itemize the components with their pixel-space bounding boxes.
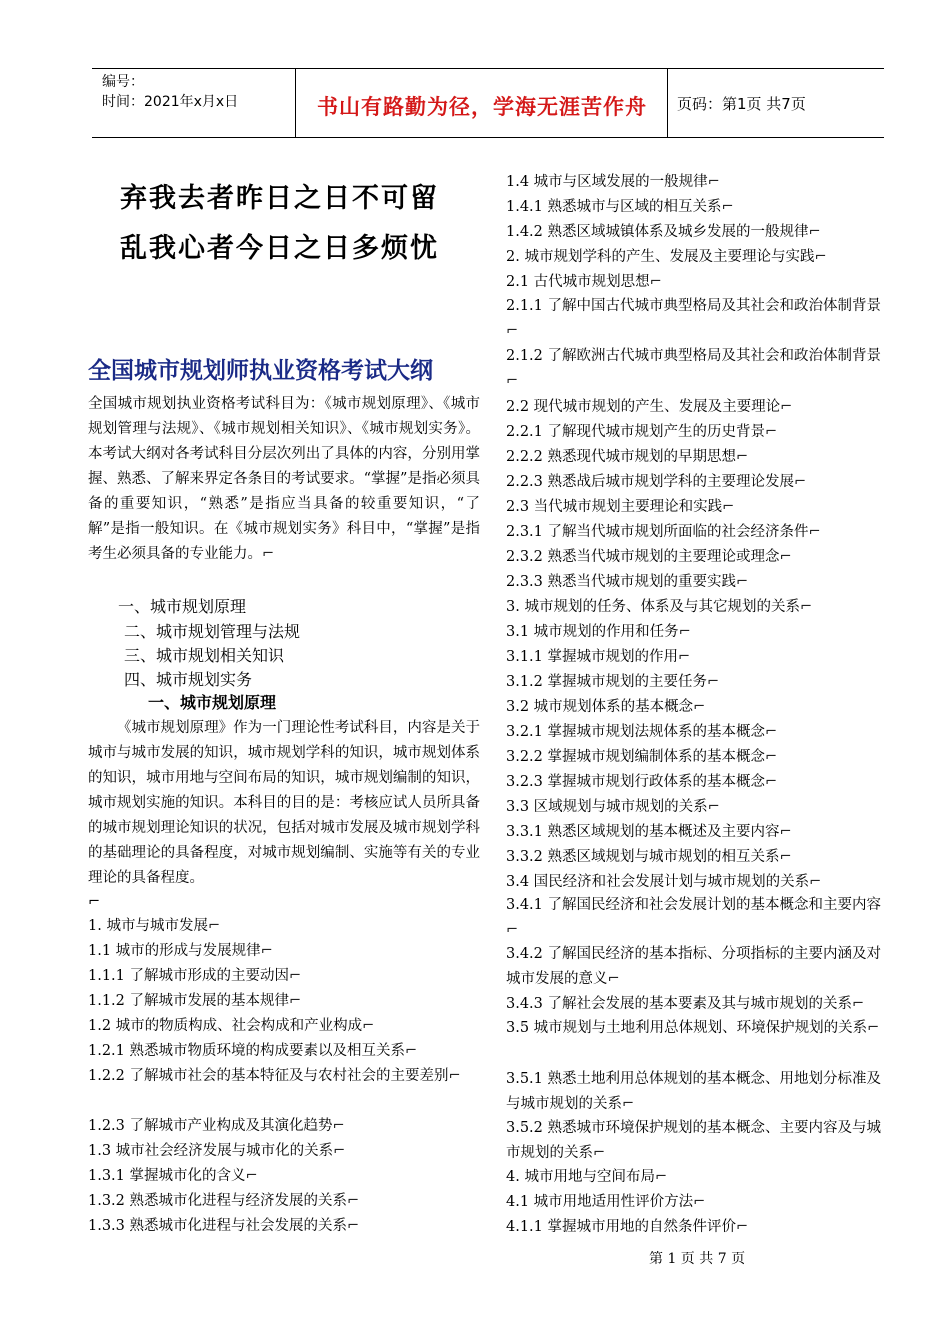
outline-item-text: 1.3.2 熟悉城市化进程与经济发展的关系 xyxy=(88,1193,348,1209)
subject-4: 四、城市规划实务 xyxy=(124,670,253,689)
header-page-cell xyxy=(667,69,884,137)
paragraph-mark: ⌐ xyxy=(506,922,519,938)
paragraph-mark: ⌐ xyxy=(794,474,807,490)
paragraph-mark: ⌐ xyxy=(506,373,519,389)
motto: 书山有路勤为径，学海无涯苦作舟 xyxy=(317,95,647,119)
outline-item xyxy=(506,620,691,645)
outline-item-text: 3.5.2 熟悉城市环境保护规划的基本概念、主要内容及与城市规划的关系 xyxy=(506,1120,882,1161)
paragraph-mark: ⌐ xyxy=(593,1145,606,1161)
paragraph-mark: ⌐ xyxy=(852,996,865,1012)
outline-item-text: 3. 城市规划的任务、体系及与其它规划的关系 xyxy=(506,599,800,615)
outline-item-text: 1. 城市与城市发展 xyxy=(88,918,208,934)
outline-item xyxy=(88,964,301,989)
outline-item xyxy=(88,1139,345,1164)
outline-item xyxy=(506,670,719,695)
paragraph-mark: ⌐ xyxy=(799,599,813,615)
outline-item-text: 3.4 国民经济和社会发展计划与城市规划的关系 xyxy=(506,874,810,890)
principle-text: 《城市规划原理》作为一门理论性考试科目，内容是关于城市与城市发展的知识，城市规划学科的知识，城市规划体系的知识，城市用地与空间布局的知识，城市规划编制的知识，城市规划实施的知识。本科目的目的是：考核应试人员所具备的城市规划理论知识的状况，包括对城市发展及城市规划学科的基础理论的具备程度，对城市规划编制、实施等有关的专业理论的具备程度。 xyxy=(88,720,480,886)
paragraph-mark: ⌐ xyxy=(707,799,720,815)
outline-item xyxy=(88,914,220,939)
paragraph-mark: ⌐ xyxy=(649,274,662,290)
outline-item xyxy=(506,270,662,295)
outline-item xyxy=(506,294,890,344)
paragraph-mark: ⌐ xyxy=(779,549,792,565)
outline-item xyxy=(88,1214,359,1239)
paragraph-mark: ⌐ xyxy=(765,424,778,440)
subject-2: 二、城市规划管理与法规 xyxy=(124,622,301,641)
outline-item xyxy=(506,992,864,1017)
outline-item-text: 2.2.2 熟悉现代城市规划的早期思想 xyxy=(506,449,737,465)
outline-item-text: 2.2.3 熟悉战后城市规划学科的主要理论发展 xyxy=(506,474,795,490)
paragraph-mark: ⌐ xyxy=(808,224,821,240)
poem-line-1: 弃我去者昨日之日不可留 xyxy=(120,183,439,214)
outline-item xyxy=(506,845,792,870)
outline-item-text: 4.1.1 掌握城市用地的自然条件评价 xyxy=(506,1219,737,1235)
outline-item-text: 3.4.2 了解国民经济的基本指标、分项指标的主要内涵及对城市发展的意义 xyxy=(506,946,882,987)
outline-item xyxy=(88,989,301,1014)
paragraph-mark: ⌐ xyxy=(814,249,827,265)
outline-item xyxy=(506,1116,890,1166)
outline-item xyxy=(506,570,748,595)
paragraph-mark: ⌐ xyxy=(779,849,792,865)
outline-item-text: 2.1 古代城市规划思想 xyxy=(506,274,650,290)
outline-item-text: 4. 城市用地与空间布局 xyxy=(506,1169,655,1185)
paragraph-mark: ⌐ xyxy=(88,894,101,910)
outline-item xyxy=(506,942,890,992)
outline-item-text: 2.3.2 熟悉当代城市规划的主要理论或理念 xyxy=(506,549,780,565)
outline-item xyxy=(506,645,690,670)
outline-item xyxy=(506,445,748,470)
outline-item xyxy=(88,1039,417,1064)
paragraph-mark: ⌐ xyxy=(622,1096,635,1112)
outline-item-text: 1.1 城市的形成与发展规律 xyxy=(88,943,261,959)
header-motto-cell xyxy=(295,69,668,137)
outline-item xyxy=(506,1165,667,1190)
paragraph-mark: ⌐ xyxy=(765,749,778,765)
paragraph-mark: ⌐ xyxy=(779,824,792,840)
outline-item-text: 1.2.3 了解城市产业构成及其演化趋势 xyxy=(88,1118,333,1134)
paragraph-mark: ⌐ xyxy=(736,1219,749,1235)
outline-item-text: 2.3 当代城市规划主要理论和实践 xyxy=(506,499,723,515)
outline-item-text: 3.5.1 熟悉土地利用总体规划的基本概念、用地划分标准及与城市规划的关系 xyxy=(506,1071,882,1112)
outline-item xyxy=(88,939,273,964)
outline-item-text: 1.3.1 掌握城市化的含义 xyxy=(88,1168,246,1184)
paragraph-mark: ⌐ xyxy=(693,699,706,715)
paragraph-mark: ⌐ xyxy=(765,774,778,790)
paragraph-mark: ⌐ xyxy=(678,649,691,665)
outline-item xyxy=(506,1067,890,1117)
header-meta-cell xyxy=(92,69,296,137)
outline-item xyxy=(506,245,827,270)
outline-item-text: 1.2.2 了解城市社会的基本特征及与农村社会的主要差别 xyxy=(88,1068,449,1084)
outline-item-text: 3.1.1 掌握城市规划的作用 xyxy=(506,649,679,665)
outline-item-text: 3.5 城市规划与土地利用总体规划、环境保护规划的关系 xyxy=(506,1020,868,1036)
outline-item xyxy=(506,420,777,445)
outline-item xyxy=(506,344,890,394)
paragraph-mark: ⌐ xyxy=(362,1018,375,1034)
paragraph-mark: ⌐ xyxy=(333,1143,346,1159)
paragraph-mark: ⌐ xyxy=(707,174,720,190)
intro-paragraph xyxy=(88,392,480,567)
paragraph-mark: ⌐ xyxy=(867,1020,880,1036)
outline-item xyxy=(88,1164,258,1189)
outline-item xyxy=(506,395,792,420)
paragraph-mark: ⌐ xyxy=(722,499,735,515)
paragraph-mark: ⌐ xyxy=(289,993,302,1009)
paragraph-mark: ⌐ xyxy=(262,546,275,562)
outline-item-text: 4.1 城市用地适用性评价方法 xyxy=(506,1194,694,1210)
outline-item xyxy=(506,870,821,895)
paragraph-mark: ⌐ xyxy=(207,918,221,934)
outline-item xyxy=(506,545,792,570)
paragraph-mark: ⌐ xyxy=(347,1218,360,1234)
outline-item-text: 2.1.2 了解欧洲古代城市典型格局及其社会和政治体制背景 xyxy=(506,348,882,364)
document-title: 全国城市规划师执业资格考试大纲 xyxy=(88,358,433,384)
outline-item xyxy=(506,470,806,495)
paragraph-mark: ⌐ xyxy=(721,199,734,215)
intro-text: 全国城市规划执业资格考试科目为：《城市规划原理》、《城市规划管理与法规》、《城市规划相关知识》、《城市规划实务》。本考试大纲对各考试科目分层次列出了具体的内容，分别用掌握、熟悉、了解来界定各条目的考试要求。“掌握”是指必须具备的重要知识，“熟悉”是指应当具备的较重要知识，“了解”是指一般知识。在《城市规划实务》科目中，“掌握”是指考生必须具备的专业能力。 xyxy=(88,396,480,562)
paragraph-mark: ⌐ xyxy=(736,574,749,590)
paragraph-mark: ⌐ xyxy=(678,624,691,640)
outline-item xyxy=(506,695,705,720)
outline-item xyxy=(88,1189,359,1214)
paragraph-mark: ⌐ xyxy=(347,1193,360,1209)
outline-item xyxy=(88,1064,472,1089)
outline-item-text: 1.4.2 熟悉区域城镇体系及城乡发展的一般规律 xyxy=(506,224,809,240)
outline-item xyxy=(506,770,777,795)
page-label: 页码：第1页 共7页 xyxy=(677,95,806,113)
outline-item-text: 3.3 区域规划与城市规划的关系 xyxy=(506,799,708,815)
paragraph-mark: ⌐ xyxy=(506,323,519,339)
paragraph-mark: ⌐ xyxy=(707,674,720,690)
outline-item-text: 3.3.2 熟悉区域规划与城市规划的相互关系 xyxy=(506,849,780,865)
paragraph-mark: ⌐ xyxy=(289,968,302,984)
outline-item-text: 1.1.1 了解城市形成的主要动因 xyxy=(88,968,290,984)
outline-item-text: 1.2.1 熟悉城市物质环境的构成要素以及相互关系 xyxy=(88,1043,406,1059)
outline-item-text: 3.2.2 掌握城市规划编制体系的基本概念 xyxy=(506,749,766,765)
outline-item-text: 1.1.2 了解城市发展的基本规律 xyxy=(88,993,290,1009)
paragraph-mark: ⌐ xyxy=(809,874,822,890)
outline-item-text: 1.4.1 熟悉城市与区域的相互关系 xyxy=(506,199,722,215)
paragraph-mark: ⌐ xyxy=(245,1168,258,1184)
outline-item-text: 1.3.3 熟悉城市化进程与社会发展的关系 xyxy=(88,1218,348,1234)
outline-item-text: 2.3.1 了解当代城市规划所面临的社会经济条件 xyxy=(506,524,809,540)
outline-item xyxy=(506,170,720,195)
paragraph-mark: ⌐ xyxy=(780,399,793,415)
outline-item xyxy=(506,745,777,770)
outline-item xyxy=(506,220,821,245)
outline-item xyxy=(506,893,890,943)
outline-item-text: 1.3 城市社会经济发展与城市化的关系 xyxy=(88,1143,334,1159)
outline-item xyxy=(506,520,821,545)
outline-item-text: 2.2 现代城市规划的产生、发展及主要理论 xyxy=(506,399,781,415)
outline-item xyxy=(88,1114,345,1139)
outline-item xyxy=(506,795,720,820)
paragraph-mark: ⌐ xyxy=(736,449,749,465)
subject-3: 三、城市规划相关知识 xyxy=(124,646,285,665)
paragraph-mark: ⌐ xyxy=(260,943,273,959)
outline-item-text: 3.1.2 掌握城市规划的主要任务 xyxy=(506,674,708,690)
principle-paragraph xyxy=(88,716,480,891)
outline-item-text: 3.1 城市规划的作用和任务 xyxy=(506,624,679,640)
outline-item-text: 3.4.3 了解社会发展的基本要素及其与城市规划的关系 xyxy=(506,996,853,1012)
outline-item xyxy=(506,1215,748,1240)
outline-item-text: 1.2 城市的物质构成、社会构成和产业构成 xyxy=(88,1018,363,1034)
outline-item-text: 3.2 城市规划体系的基本概念 xyxy=(506,699,694,715)
outline-item-text: 3.3.1 熟悉区域规划的基本概述及主要内容 xyxy=(506,824,780,840)
outline-item-text: 1.4 城市与区域发展的一般规律 xyxy=(506,174,708,190)
outline-item xyxy=(506,820,792,845)
outline-item xyxy=(506,1016,890,1041)
outline-item-text: 3.2.3 掌握城市规划行政体系的基本概念 xyxy=(506,774,766,790)
paragraph-mark: ⌐ xyxy=(607,971,620,987)
outline-item-text: 2.3.3 熟悉当代城市规划的重要实践 xyxy=(506,574,737,590)
outline-item xyxy=(506,720,777,745)
poem-line-2: 乱我心者今日之日多烦忧 xyxy=(120,233,439,264)
number-label: 编号： xyxy=(102,74,144,90)
paragraph-mark: ⌐ xyxy=(448,1068,461,1084)
outline-item-text: 3.2.1 掌握城市规划法规体系的基本概念 xyxy=(506,724,766,740)
outline-item xyxy=(506,595,812,620)
outline-item-text: 3.4.1 了解国民经济和社会发展计划的基本概念和主要内容 xyxy=(506,897,882,913)
outline-item xyxy=(506,1190,705,1215)
paragraph-mark: ⌐ xyxy=(808,524,821,540)
time-label: 时间：2021年x月x日 xyxy=(102,94,239,110)
outline-item xyxy=(506,195,734,220)
outline-item xyxy=(506,495,734,520)
outline-item-text: 2.1.1 了解中国古代城市典型格局及其社会和政治体制背景 xyxy=(506,298,882,314)
outline-item-text: 2. 城市规划学科的产生、发展及主要理论与实践 xyxy=(506,249,815,265)
paragraph-mark: ⌐ xyxy=(332,1118,345,1134)
paragraph-mark: ⌐ xyxy=(693,1194,706,1210)
paragraph-mark: ⌐ xyxy=(654,1169,668,1185)
subject-1: 一、城市规划原理 xyxy=(118,597,247,616)
paragraph-mark: ⌐ xyxy=(765,724,778,740)
page-footer: 第 1 页 共 7 页 xyxy=(649,1251,746,1267)
subject-heading: 一、城市规划原理 xyxy=(148,693,277,712)
outline-item-text: 2.2.1 了解现代城市规划产生的历史背景 xyxy=(506,424,766,440)
header-table xyxy=(92,68,884,138)
outline-item xyxy=(88,1014,374,1039)
paragraph-mark: ⌐ xyxy=(405,1043,418,1059)
